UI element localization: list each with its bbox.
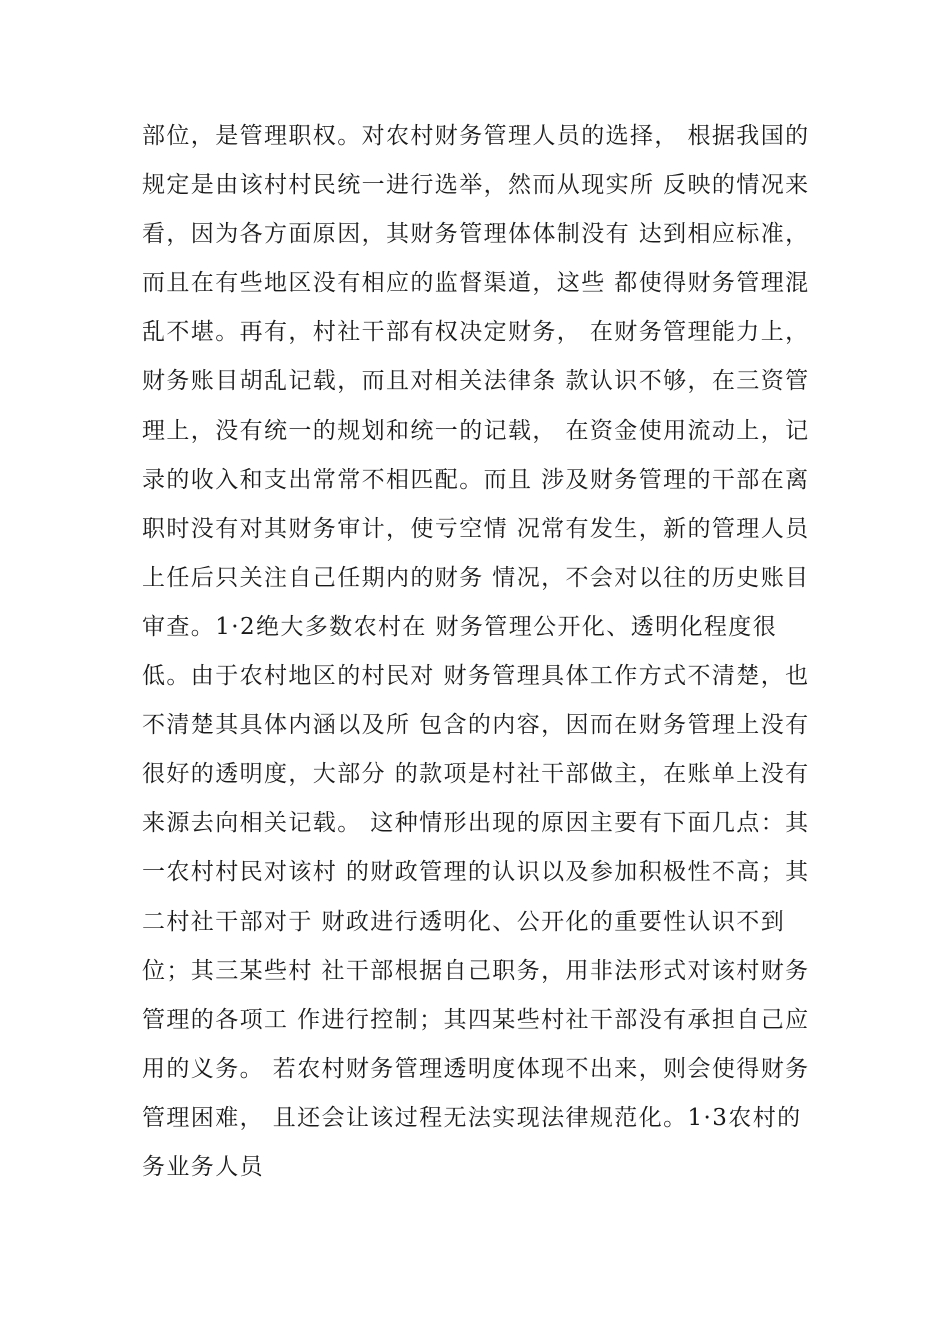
text-line-12: 低。由于农村地区的村民对 财务管理具体工作方式不清楚，也: [142, 663, 810, 690]
body-text: [142, 112, 842, 1192]
text-line-5: 乱不堪。再有，村社干部有权决定财务， 在财务管理能力上，: [142, 319, 810, 346]
text-line-19: 管理的各项工 作进行控制；其四某些村社干部没有承担自己应: [142, 1006, 810, 1033]
text-line-3: 看，因为各方面原因，其财务管理体体制没有 达到相应标准，: [142, 221, 810, 248]
text-line-20: 用的义务。 若农村财务管理透明度体现不出来，则会使得财务: [142, 1055, 810, 1082]
text-line-16: 一农村村民对该村 的财政管理的认识以及参加积极性不高；其: [142, 859, 810, 886]
text-line-22: 务业务人员: [142, 1153, 264, 1180]
text-line-9: 职时没有对其财务审计，使亏空情 况常有发生，新的管理人员: [142, 515, 810, 542]
text-line-6: 财务账目胡乱记载，而且对相关法律条 款认识不够，在三资管: [142, 368, 810, 395]
text-line-4: 而且在有些地区没有相应的监督渠道，这些 都使得财务管理混: [142, 270, 810, 297]
text-line-15: 来源去向相关记载。 这种情形出现的原因主要有下面几点：其: [142, 810, 810, 837]
text-line-18: 位；其三某些村 社干部根据自己职务，用非法形式对该村财务: [142, 957, 810, 984]
text-line-7: 理上，没有统一的规划和统一的记载， 在资金使用流动上，记: [142, 417, 810, 444]
text-line-10: 上任后只关注自己任期内的财务 情况，不会对以往的历史账目: [142, 564, 810, 591]
text-line-11: 审查。1·2绝大多数农村在 财务管理公开化、透明化程度很: [142, 613, 778, 640]
text-line-8: 录的收入和支出常常不相匹配。而且 涉及财务管理的干部在离: [142, 466, 810, 493]
text-line-13: 不清楚其具体内涵以及所 包含的内容，因而在财务管理上没有: [142, 712, 810, 739]
text-line-1: 部位，是管理职权。对农村财务管理人员的选择， 根据我国的: [142, 123, 810, 149]
text-line-21: 管理困难， 且还会让该过程无法实现法律规范化。1·3农村的: [142, 1104, 802, 1131]
text-line-14: 很好的透明度，大部分 的款项是村社干部做主，在账单上没有: [142, 761, 810, 788]
text-line-2: 规定是由该村村民统一进行选举，然而从现实所 反映的情况来: [142, 172, 810, 199]
text-line-17: 二村社干部对于 财政进行透明化、公开化的重要性认识不到: [142, 908, 786, 935]
